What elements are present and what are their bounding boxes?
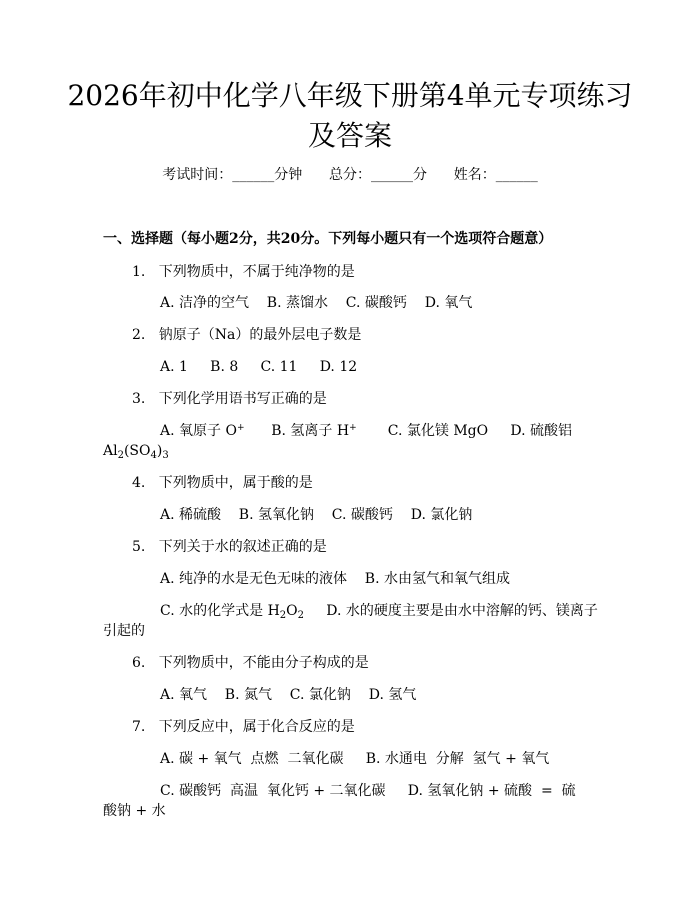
question-number: 4. [132, 475, 146, 491]
formula-part: O [286, 603, 298, 619]
formula-part: Al [103, 443, 118, 459]
question-text: 下列物质中，不属于纯净物的是 [158, 264, 355, 280]
formula-subscript: 2 [297, 610, 305, 621]
question-7-continuation: 酸钠 + 水 [103, 803, 166, 819]
name-label: 姓名： [453, 167, 496, 183]
question-1-options: A. 洁净的空气 B. 蒸馏水 C. 碳酸钙 D. 氧气 [160, 295, 473, 311]
question-3-continuation [103, 441, 169, 461]
section-heading: 一、选择题（每小题2分，共20分。下列每小题只有一个选项符合题意） [103, 231, 553, 247]
score-blank: ______ [371, 167, 413, 183]
question-5 [132, 537, 327, 557]
question-3 [132, 389, 327, 409]
question-7-options-cd: C. 碳酸钙 高温 氧化钙 + 二氧化碳 D. 氢氧化钠 + 硫酸 = 硫 [160, 783, 576, 799]
question-3-options [160, 421, 572, 441]
option-b: B. 氢离子 H [244, 423, 350, 439]
formula-subscript: 4 [150, 450, 157, 461]
option-d: D. 水的硬度主要是由水中溶解的钙、镁离子 [304, 603, 598, 619]
option-a: A. 氧原子 O [160, 423, 237, 439]
question-number: 6. [132, 655, 146, 671]
question-text: 下列关于水的叙述正确的是 [158, 539, 327, 555]
formula-subscript: 3 [162, 450, 169, 461]
formula-subscript: 2 [117, 450, 124, 461]
question-number: 3. [132, 391, 146, 407]
question-number: 1. [132, 264, 146, 280]
time-unit: 分钟 [274, 167, 303, 183]
question-7 [132, 717, 355, 737]
question-6-options: A. 氧气 B. 氮气 C. 氯化钠 D. 氢气 [160, 687, 417, 703]
formula-subscript: 2 [279, 610, 287, 621]
question-4-options: A. 稀硫酸 B. 氢氧化钠 C. 碳酸钙 D. 氯化钠 [160, 507, 473, 523]
question-number: 2. [132, 327, 146, 343]
time-label: 考试时间： [162, 167, 233, 183]
charge-superscript: + [349, 423, 357, 433]
question-6 [132, 653, 369, 673]
question-4 [132, 473, 313, 493]
question-2-options: A. 1 B. 8 C. 11 D. 12 [160, 359, 358, 375]
question-number: 7. [132, 719, 146, 735]
question-text: 下列反应中，属于化合反应的是 [158, 719, 355, 735]
question-text: 下列物质中，属于酸的是 [158, 475, 313, 491]
option-c-d: C. 氯化镁 MgO D. 硫酸铝 [356, 423, 572, 439]
formula-part: ) [156, 443, 163, 459]
document-title: 2026年初中化学八年级下册第4单元专项练习及答案 [67, 79, 633, 152]
question-number: 5. [132, 539, 146, 555]
question-text: 下列化学用语书写正确的是 [158, 391, 327, 407]
time-blank: ______ [232, 167, 275, 183]
question-text: 钠原子（Na）的最外层电子数是 [158, 327, 362, 343]
charge-superscript: + [236, 423, 245, 433]
question-2 [132, 325, 361, 345]
score-unit: 分 [413, 167, 427, 183]
score-label: 总分： [329, 167, 371, 183]
question-7-options-ab: A. 碳 + 氧气 点燃 二氧化碳 B. 水通电 分解 氢气 + 氧气 [160, 751, 550, 767]
exam-info-line [0, 165, 700, 185]
question-5-options-cd [160, 601, 598, 621]
name-blank: ______ [495, 167, 538, 183]
question-1 [132, 262, 355, 282]
question-5-continuation: 引起的 [103, 623, 145, 639]
formula-part: (SO [123, 443, 151, 459]
question-text: 下列物质中，不能由分子构成的是 [158, 655, 369, 671]
option-c: C. 水的化学式是 H [160, 603, 280, 619]
question-5-options-ab: A. 纯净的水是无色无味的液体 B. 水由氢气和氧气组成 [160, 571, 510, 587]
